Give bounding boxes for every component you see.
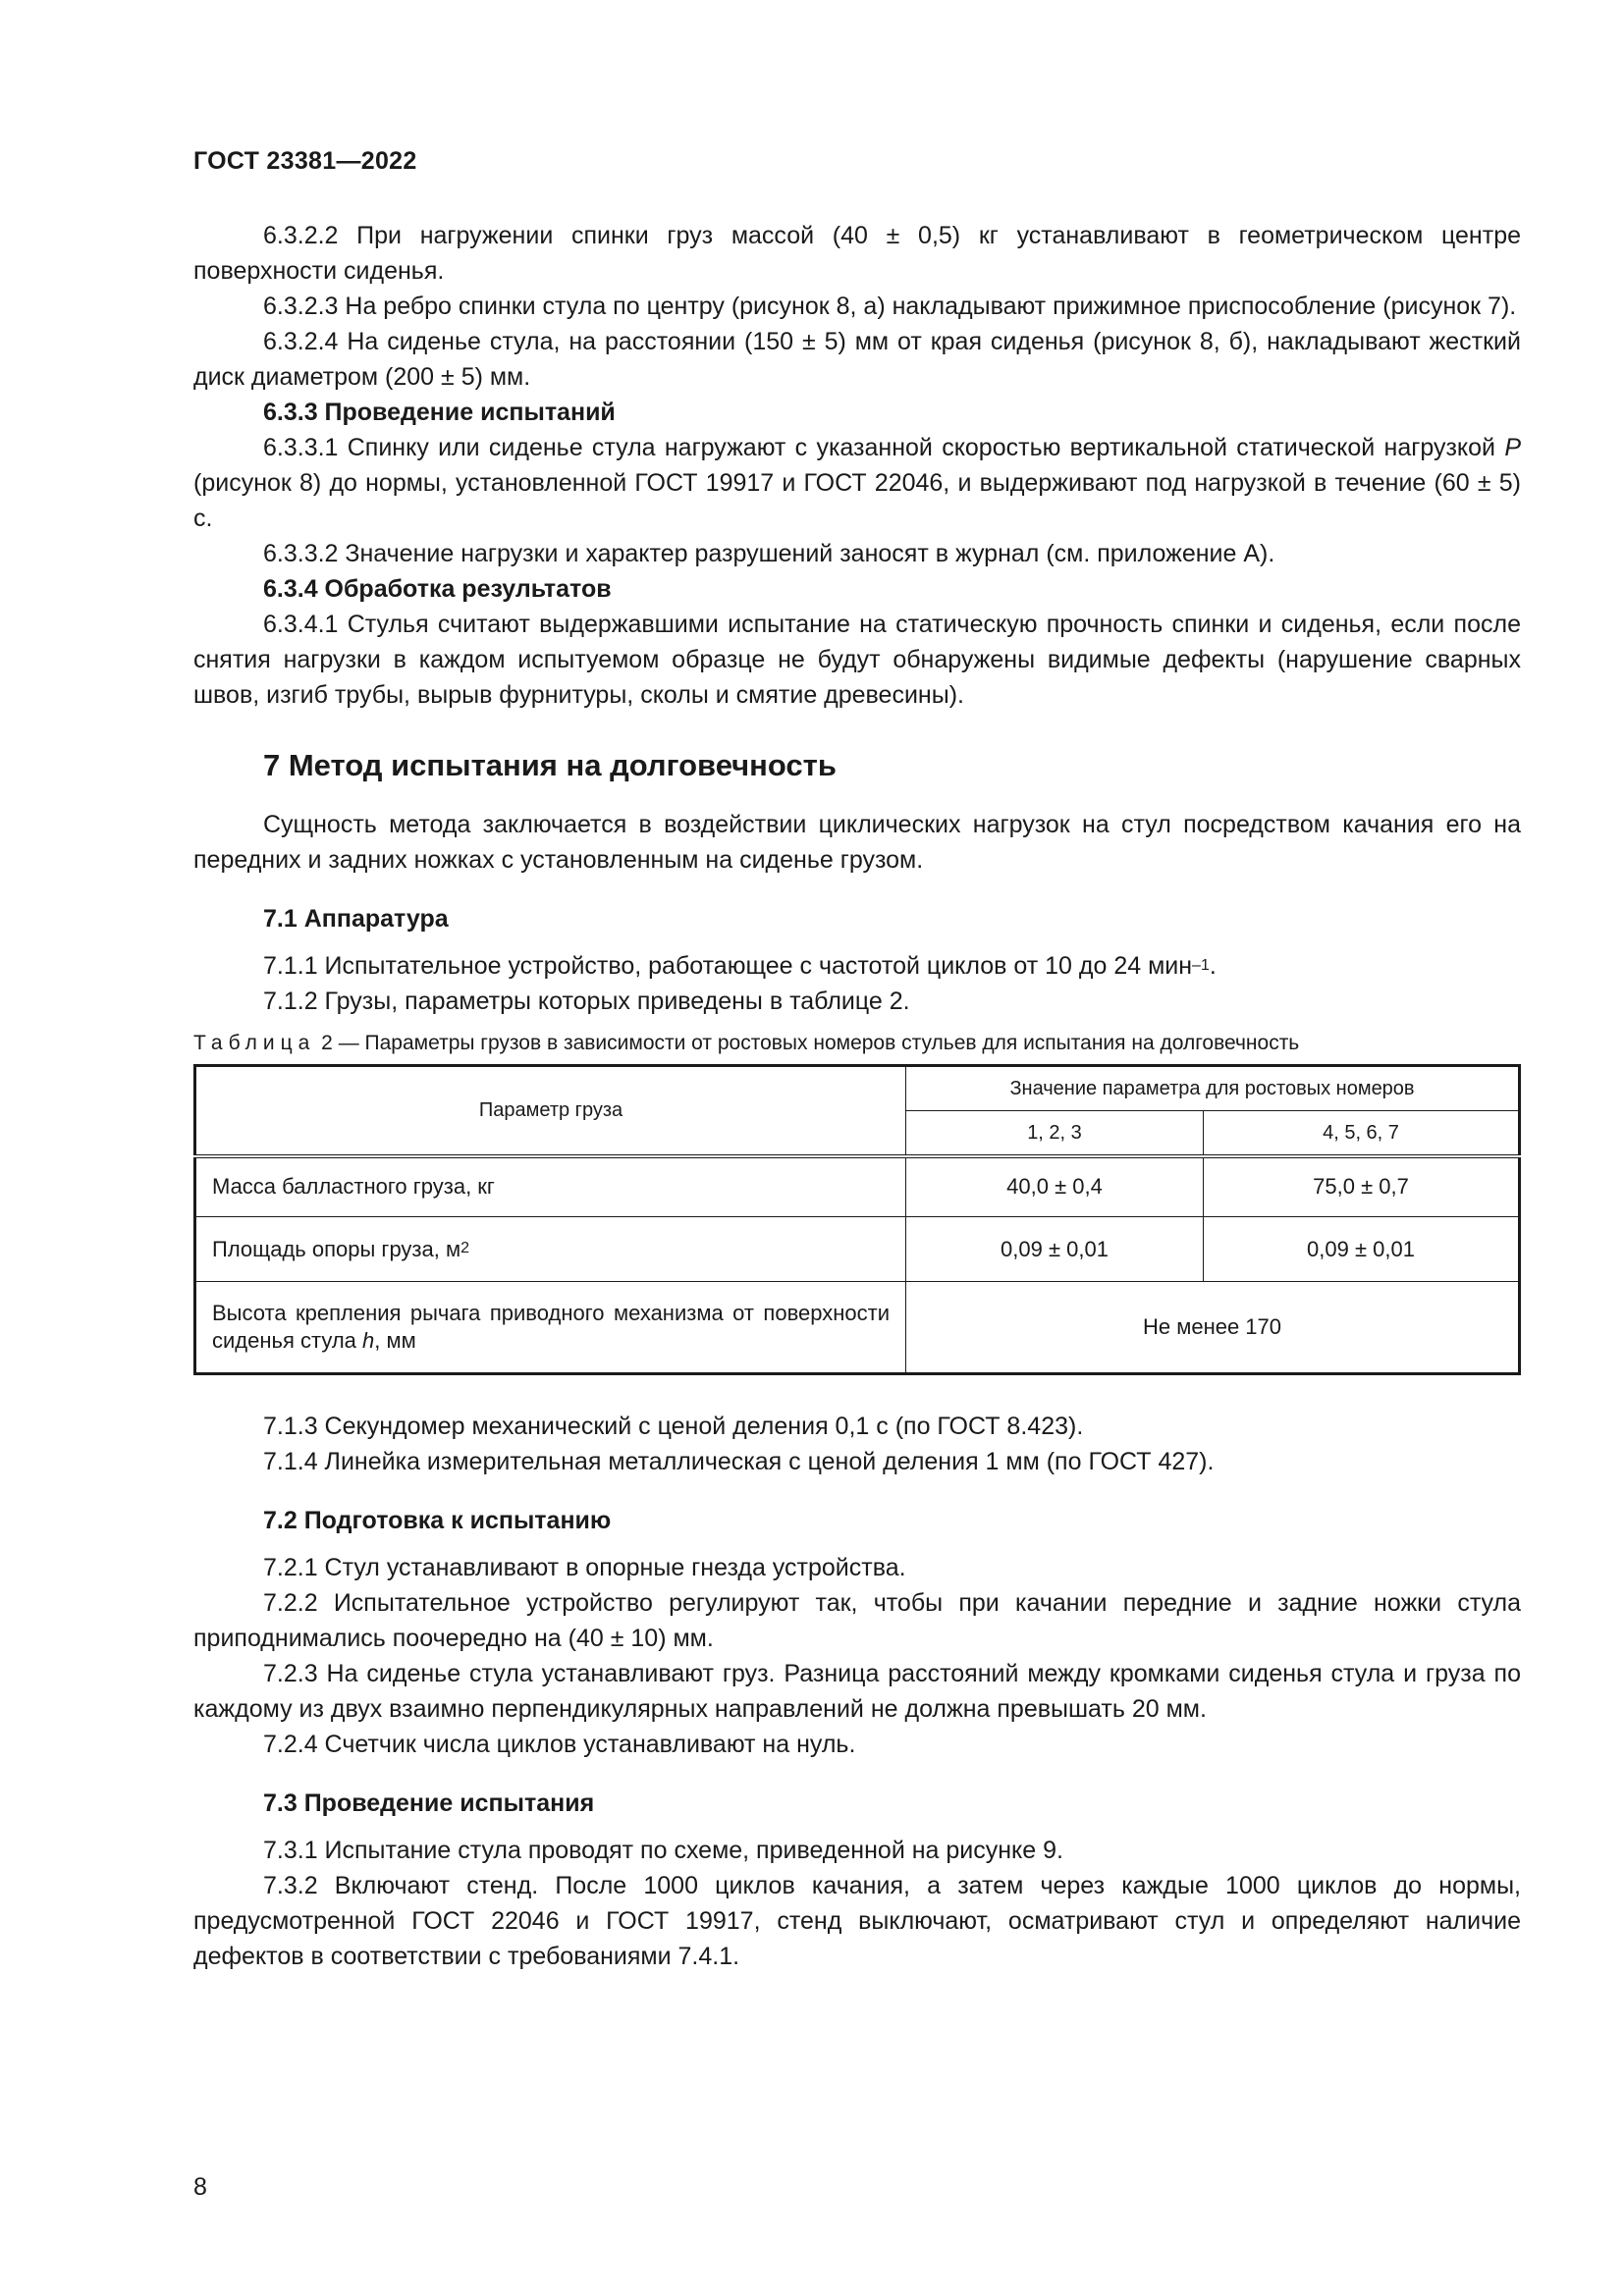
heading-7-2: 7.2 Подготовка к испытанию xyxy=(263,1507,612,1534)
table-row xyxy=(195,1156,1520,1217)
paragraph-6-3-3-1-text-a: 6.3.3.1 Спинку или сиденье стула нагружают с указанной скоростью вертикальной статической нагрузкой xyxy=(263,434,1505,461)
table-2-caption xyxy=(193,1029,1521,1058)
unit-exponent: –1 xyxy=(1192,957,1210,974)
header-cell-param: Параметр груза xyxy=(195,1066,906,1156)
row-value-a: 40,0 ± 0,4 xyxy=(906,1156,1204,1217)
row-label: Масса балластного груза, кг xyxy=(195,1156,906,1217)
heading-7-1: 7.1 Аппаратура xyxy=(263,905,449,933)
row-value-b: 75,0 ± 0,7 xyxy=(1204,1156,1520,1217)
heading-6-3-3: 6.3.3 Проведение испытаний xyxy=(263,399,616,426)
row-value-merged: Не менее 170 xyxy=(906,1282,1520,1374)
paragraph-7-1-4: 7.1.4 Линейка измерительная металлическая с ценой деления 1 мм (по ГОСТ 427). xyxy=(263,1448,1215,1475)
height-variable: h xyxy=(362,1328,375,1353)
heading-7-3: 7.3 Проведение испытания xyxy=(263,1789,595,1817)
paragraph-6-3-3-2: 6.3.3.2 Значение нагрузки и характер разрушений заносят в журнал (см. приложение А). xyxy=(263,540,1275,567)
paragraph-7-1-1 xyxy=(193,948,1521,984)
paragraph-7-1-2: 7.1.2 Грузы, параметры которых приведены в таблице 2. xyxy=(263,988,910,1015)
paragraph-7-1-3: 7.1.3 Секундомер механический с ценой деления 0,1 с (по ГОСТ 8.423). xyxy=(263,1413,1084,1440)
header-cell-sizes-1-3: 1, 2, 3 xyxy=(906,1111,1204,1156)
paragraph-6-3-3-1 xyxy=(193,430,1521,536)
unit-exponent: 2 xyxy=(460,1239,470,1256)
page-header: ГОСТ 23381—2022 xyxy=(193,147,417,175)
paragraph-6-3-4-1: 6.3.4.1 Стулья считают выдержавшими испытание на статическую прочность спинки и сиденья, если после снятия нагрузки в каждом испытуемом образце не будут обнаружены видимые дефекты (нарушение сварных швов, изгиб трубы, вырыв фурнитуры, сколы и смятие древесины). xyxy=(193,611,1521,709)
paragraph-6-3-3-1-text-b: (рисунок 8) до нормы, установленной ГОСТ 19917 и ГОСТ 22046, и выдерживают под нагрузкой в течение (60 ± 5) с. xyxy=(193,469,1521,532)
row-value-a: 0,09 ± 0,01 xyxy=(906,1217,1204,1282)
table-2 xyxy=(193,1064,1521,1375)
row-label-unit: , мм xyxy=(374,1328,416,1353)
paragraph-7-2-2: 7.2.2 Испытательное устройство регулируют так, чтобы при качании передние и задние ножки стула приподнимались поочередно на (40 ± 10) мм. xyxy=(193,1589,1521,1652)
load-variable: Р xyxy=(1504,434,1521,461)
paragraph-7-1-1-end: . xyxy=(1209,952,1217,980)
paragraph-7-3-1: 7.3.1 Испытание стула проводят по схеме, приведенной на рисунке 9. xyxy=(263,1837,1063,1864)
row-label-text: Высота крепления рычага приводного механизма от поверхности сиденья стула xyxy=(212,1301,890,1353)
paragraph-7-3-2: 7.3.2 Включают стенд. После 1000 циклов качания, а затем через каждые 1000 циклов до нормы, предусмотренной ГОСТ 22046 и ГОСТ 19917, стенд выключают, осматривают стул и определяют наличие дефектов в соответствии с требованиями 7.4.1. xyxy=(193,1872,1521,1970)
paragraph-7-2-3: 7.2.3 На сиденье стула устанавливают груз. Разница расстояний между кромками сиденья стула и груза по каждому из двух взаимно перпендикулярных направлений не должна превышать 20 мм. xyxy=(193,1660,1521,1723)
table-row xyxy=(195,1217,1520,1282)
page-number: 8 xyxy=(193,2173,207,2201)
page-content xyxy=(193,218,1521,1974)
paragraph-7-2-4: 7.2.4 Счетчик числа циклов устанавливают на нуль. xyxy=(263,1731,856,1758)
row-label xyxy=(195,1217,906,1282)
row-value-b: 0,09 ± 0,01 xyxy=(1204,1217,1520,1282)
paragraph-7-2-1: 7.2.1 Стул устанавливают в опорные гнезда устройства. xyxy=(263,1554,906,1581)
heading-6-3-4: 6.3.4 Обработка результатов xyxy=(263,575,612,603)
row-label xyxy=(195,1282,906,1374)
paragraph-6-3-2-4: 6.3.2.4 На сиденье стула, на расстоянии (150 ± 5) мм от края сиденья (рисунок 8, б), накладывают жесткий диск диаметром (200 ± 5) мм. xyxy=(193,328,1521,391)
paragraph-7-1-1-text: 7.1.1 Испытательное устройство, работающее с частотой циклов от 10 до 24 мин xyxy=(263,952,1193,980)
table-caption-text: 2 — Параметры грузов в зависимости от ростовых номеров стульев для испытания на долговечность xyxy=(315,1032,1300,1054)
paragraph-6-3-2-3: 6.3.2.3 На ребро спинки стула по центру (рисунок 8, а) накладывают прижимное приспособление (рисунок 7). xyxy=(263,293,1517,320)
section-7-title: 7 Метод испытания на долговечность xyxy=(263,748,837,782)
table-row xyxy=(195,1282,1520,1374)
table-caption-word: Таблица xyxy=(193,1032,316,1054)
table-header-row xyxy=(195,1066,1520,1111)
header-cell-value: Значение параметра для ростовых номеров xyxy=(906,1066,1520,1111)
paragraph-7-intro: Сущность метода заключается в воздействии циклических нагрузок на стул посредством качания его на передних и задних ножках с установленным на сиденье грузом. xyxy=(193,811,1521,874)
header-cell-sizes-4-7: 4, 5, 6, 7 xyxy=(1204,1111,1520,1156)
paragraph-6-3-2-2: 6.3.2.2 При нагружении спинки груз массой (40 ± 0,5) кг устанавливают в геометрическом центре поверхности сиденья. xyxy=(193,222,1521,285)
row-label-text: Площадь опоры груза, м xyxy=(212,1236,461,1261)
